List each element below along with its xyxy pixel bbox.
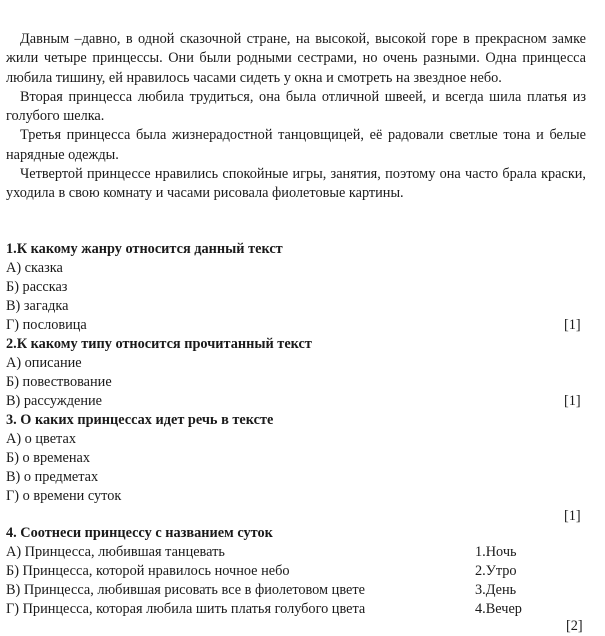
question-3-option-a: А) о цветах — [6, 431, 76, 447]
reading-passage — [6, 30, 586, 204]
question-3-option-b: Б) о временах — [6, 450, 91, 466]
question-4-option-b: Б) Принцесса, которой нравилось ночное небо — [6, 563, 290, 579]
question-4-match-2: 2.Утро — [475, 563, 517, 579]
passage-paragraph-3: Третья принцесса была жизнерадостной танцовщицей, её радовали светлые тона и белые нарядные одежды. — [6, 127, 586, 163]
question-3-score: [1] — [564, 508, 581, 524]
question-4-score: [2] — [566, 618, 583, 634]
question-4-option-c: В) Принцесса, любившая рисовать все в фиолетовом цвете — [6, 582, 365, 598]
question-1-title: 1.К какому жанру относится данный текст — [6, 241, 283, 257]
question-4-title: 4. Соотнеси принцессу с названием суток — [6, 525, 273, 541]
question-2-title: 2.К какому типу относится прочитанный текст — [6, 336, 312, 352]
question-4-match-1: 1.Ночь — [475, 544, 517, 560]
question-2-option-c: В) рассуждение — [6, 393, 102, 409]
passage-paragraph-4: Четвертой принцессе нравились спокойные игры, занятия, поэтому она часто брала краски, уходила в свою комнату и часами рисовала фиолетовые картины. — [6, 166, 586, 202]
question-1-option-d: Г) пословица — [6, 317, 87, 333]
question-2-option-b: Б) повествование — [6, 374, 112, 390]
question-1-option-b: Б) рассказ — [6, 279, 68, 295]
question-1-option-a: А) сказка — [6, 260, 63, 276]
question-1-score: [1] — [564, 317, 581, 333]
question-3-title: 3. О каких принцессах идет речь в тексте — [6, 412, 274, 428]
question-4-match-4: 4.Вечер — [475, 601, 522, 617]
question-3-option-c: В) о предметах — [6, 469, 99, 485]
question-4-option-d: Г) Принцесса, которая любила шить платья голубого цвета — [6, 601, 366, 617]
question-1-option-c: В) загадка — [6, 298, 69, 314]
passage-paragraph-1: Давным –давно, в одной сказочной стране, на высокой, высокой горе в прекрасном замке жили четыре принцессы. Они были родными сестрами, но очень разными. Одна принцесса любила тишину, ей нравилось часами сидеть у окна и смотреть на звездное небо. — [6, 31, 586, 86]
passage-paragraph-2: Вторая принцесса любила трудиться, она была отличной швеей, и всегда шила платья из голубого шелка. — [6, 88, 586, 125]
question-4-option-a: А) Принцесса, любившая танцевать — [6, 544, 225, 560]
question-2-option-a: А) описание — [6, 355, 82, 371]
question-2-score: [1] — [564, 393, 581, 409]
question-4-match-3: 3.День — [475, 582, 517, 598]
question-3-option-d: Г) о времени суток — [6, 488, 122, 504]
